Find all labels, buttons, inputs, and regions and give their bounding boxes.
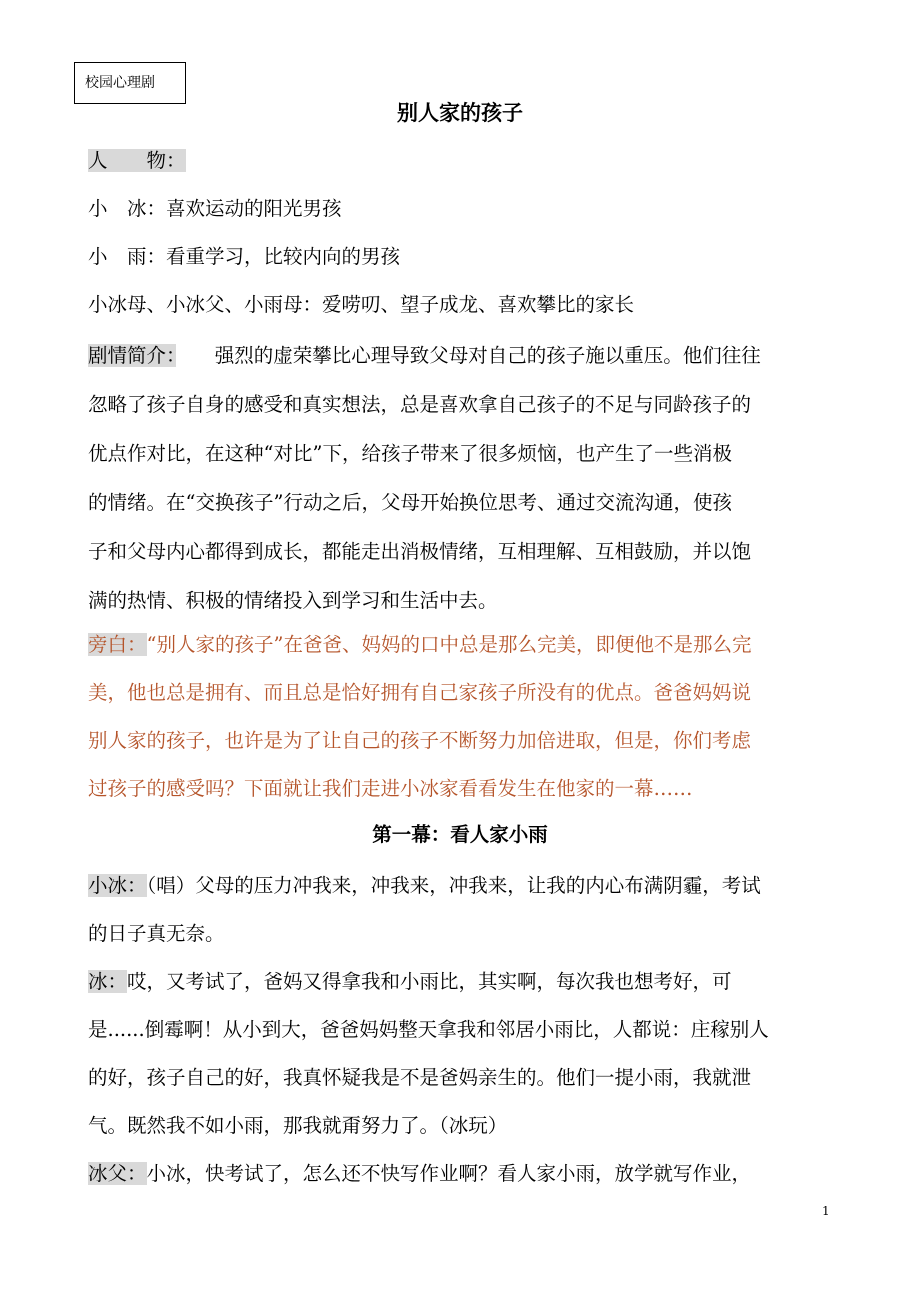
dialogue-line: 的日子真无奈。 xyxy=(88,922,225,945)
narration-line: 别人家的孩子，也许是为了让自己的孩子不断努力加倍进取，但是，你们考虑 xyxy=(88,729,752,752)
character-line: 小 雨：看重学习，比较内向的男孩 xyxy=(88,245,401,268)
dialogue-line: （唱）父母的压力冲我来，冲我来，冲我来，让我的内心布满阴霾，考试 xyxy=(146,874,761,897)
synopsis-line: 强烈的虚荣攀比心理导致父母对自己的孩子施以重压。他们往往 xyxy=(175,344,761,367)
characters-heading: 人 物： xyxy=(88,149,186,172)
synopsis-line: 的情绪。在“交换孩子”行动之后，父母开始换位思考、通过交流沟通，使孩 xyxy=(88,491,732,514)
narration-line: 过孩子的感受吗？下面就让我们走进小冰家看看发生在他家的一幕…… xyxy=(88,777,693,800)
speaker-label: 冰父： xyxy=(88,1162,147,1185)
dialogue-section xyxy=(88,862,833,1198)
scene-title: 第一幕：看人家小雨 xyxy=(372,823,548,846)
synopsis-label: 剧情简介： xyxy=(88,344,176,367)
speaker-label: 小冰： xyxy=(88,874,147,897)
dialogue-line: 哎，又考试了，爸妈又得拿我和小雨比，其实啊，每次我也想考好，可 xyxy=(127,970,732,993)
page-number: 1 xyxy=(822,1204,830,1218)
dialogue-line: 小冰，快考试了，怎么还不快写作业啊？看人家小雨，放学就写作业， xyxy=(146,1162,752,1185)
speaker-label: 冰： xyxy=(88,970,128,993)
document-title: 别人家的孩子 xyxy=(397,101,523,125)
synopsis-line: 满的热情、积极的情绪投入到学习和生活中去。 xyxy=(88,589,498,612)
narration-section xyxy=(88,621,833,813)
character-line: 小冰母、小冰父、小雨母：爱唠叨、望子成龙、喜欢攀比的家长 xyxy=(88,293,635,316)
synopsis-line: 子和父母内心都得到成长，都能走出消极情绪，互相理解、互相鼓励，并以饱 xyxy=(88,540,752,563)
characters-section xyxy=(88,137,833,329)
genre-label: 校园心理剧 xyxy=(85,75,155,91)
character-line: 小 冰：喜欢运动的阳光男孩 xyxy=(88,197,342,220)
narration-label: 旁白： xyxy=(88,633,147,656)
dialogue-line: 的好，孩子自己的好，我真怀疑我是不是爸妈亲生的。他们一提小雨，我就泄 xyxy=(88,1066,752,1089)
synopsis-line: 忽略了孩子自身的感受和真实想法，总是喜欢拿自己孩子的不足与同龄孩子的 xyxy=(88,393,752,416)
synopsis-line: 优点作对比，在这种“对比”下，给孩子带来了很多烦恼，也产生了一些消极 xyxy=(88,442,732,465)
narration-line: “别人家的孩子”在爸爸、妈妈的口中总是那么完美，即便他不是那么完 xyxy=(146,633,752,656)
dialogue-line: 是......倒霉啊！从小到大，爸爸妈妈整天拿我和邻居小雨比，人都说：庄稼别人 xyxy=(88,1018,769,1041)
synopsis-section xyxy=(88,331,833,625)
dialogue-line: 气。既然我不如小雨，那我就甭努力了。（冰玩） xyxy=(88,1114,508,1137)
narration-line: 美，他也总是拥有、而且总是恰好拥有自己家孩子所没有的优点。爸爸妈妈说 xyxy=(88,681,752,704)
